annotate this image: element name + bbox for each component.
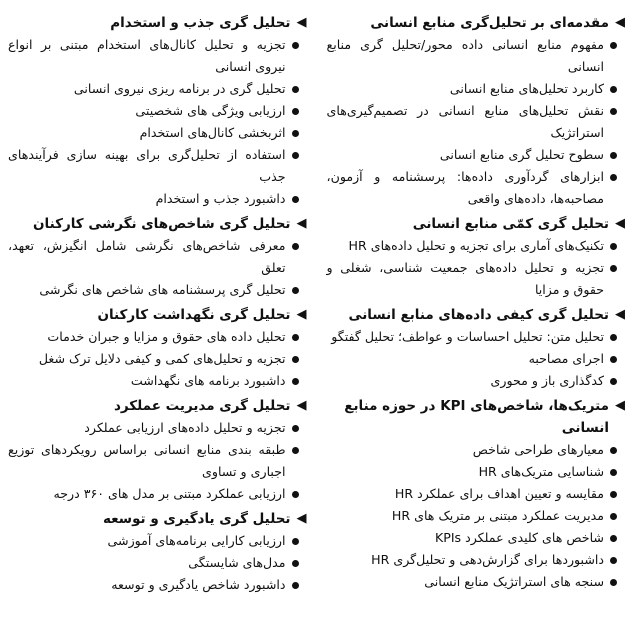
list-item-text: اثربخشی کانال‌های استخدام [139,125,286,140]
list-item [327,505,618,527]
bullet-list [8,235,309,301]
list-item [327,439,618,461]
list-item [8,552,299,574]
list-item [8,530,299,552]
list-item-text: طبقه بندی منابع انسانی براساس رویکردهای توزیع اجباری و تساوی [8,442,286,479]
list-item-text: داشبوردها برای گزارش‌دهی و تحلیل‌گری HR [371,552,604,567]
bullet-dot-icon [292,447,299,454]
list-item-text: داشبورد جذب و استخدام [155,191,286,206]
list-item-text: مدل‌های شایستگی [188,555,286,570]
bullet-dot-icon [610,513,617,520]
list-item [327,461,618,483]
bullet-dot-icon [610,356,617,363]
bullet-dot-icon [292,108,299,115]
bullet-dot-icon [292,86,299,93]
list-item-text: تحلیل گری پرسشنامه های شاخص های نگرشی [39,282,286,297]
bullet-dot-icon [292,582,299,589]
section-heading [327,395,628,439]
list-item-text: تجزیه و تحلیل کانال‌های استخدام مبتنی بر انواع نیروی انسانی [8,37,286,74]
bullet-dot-icon [292,243,299,250]
bullet-dot-icon [610,334,617,341]
bullet-dot-icon [292,130,299,137]
section-title: تحلیل گری شاخص‌های نگرشی کارکنان [33,216,291,232]
bullet-dot-icon [292,538,299,545]
triangle-left-arrow-icon: ◀ [296,398,307,413]
list-item-text: معیارهای طراحی شاخص [472,442,604,457]
list-item-text: استفاده از تحلیل‌گری برای بهینه سازی فرآیندهای جذب [8,147,286,184]
list-item [8,417,299,439]
triangle-left-arrow-icon: ◀ [615,307,625,322]
list-item-text: ارزیابی ویژگی های شخصیتی [135,103,286,118]
triangle-left-arrow-icon: ◀ [615,216,625,231]
section-title: تحلیل گری جذب و استخدام [110,15,291,31]
section-title: تحلیل گری یادگیری و توسعه [103,511,291,527]
bullet-dot-icon [292,42,299,49]
list-item [8,100,299,122]
section-title: تحلیل گری کمّی منابع انسانی [412,216,609,232]
list-item [327,100,618,144]
list-item [327,348,618,370]
bullet-list [8,417,309,505]
bullet-list [327,34,628,210]
section-heading [8,304,309,326]
section-title: متریک‌ها، شاخص‌های KPI در حوزه منابع انسانی [344,398,609,436]
section [8,304,309,392]
section-title: مقدمه‌ای بر تحلیل‌گری منابع انسانی [370,15,609,31]
list-item-text: کاربرد تحلیل‌های منابع انسانی [449,81,604,96]
list-item-text: کدگذاری باز و محوری [490,373,604,388]
section-heading [8,12,309,34]
section [8,508,309,596]
list-item-text: تحلیل متن: تحلیل احساسات و عواطف؛ تحلیل گفتگو [331,329,604,344]
list-item [8,439,299,483]
bullet-dot-icon [610,469,617,476]
list-item [327,549,618,571]
list-item-text: معرفی شاخص‌های نگرشی شامل انگیزش، تعهد، تعلق [8,238,286,275]
list-item-text: تحلیل گری در برنامه ریزی نیروی انسانی [73,81,286,96]
bullet-dot-icon [292,287,299,294]
list-item [327,257,618,301]
bullet-dot-icon [292,378,299,385]
list-item [327,235,618,257]
bullet-dot-icon [610,42,617,49]
list-item [8,348,299,370]
section [8,213,309,301]
list-item [8,326,299,348]
section [327,213,628,301]
list-item [8,279,299,301]
bullet-dot-icon [610,535,617,542]
list-item [327,144,618,166]
bullet-list [327,439,628,593]
section-heading [327,304,628,326]
bullet-list [327,326,628,392]
list-item [8,144,299,188]
triangle-left-arrow-icon: ◀ [615,15,625,30]
bullet-dot-icon [610,557,617,564]
section-heading [327,12,628,34]
bullet-dot-icon [292,334,299,341]
list-item [8,122,299,144]
bullet-dot-icon [610,174,617,181]
list-item-text: مدیریت عملکرد مبتنی بر متریک های HR [391,508,604,523]
list-item-text: نقش تحلیل‌های منابع انسانی در تصمیم‌گیری‌های استراتژیک [326,103,604,140]
bullet-dot-icon [292,560,299,567]
bullet-dot-icon [610,447,617,454]
triangle-left-arrow-icon: ◀ [296,307,307,322]
list-item [327,166,618,210]
list-item [327,34,618,78]
list-item-text: شاخص های کلیدی عملکرد KPIs [434,530,604,545]
left-column [8,12,309,635]
bullet-dot-icon [610,378,617,385]
list-item [8,574,299,596]
list-item-text: سنجه های استراتژیک منابع انسانی [424,574,604,589]
bullet-dot-icon [292,425,299,432]
list-item-text: تحلیل داده های حقوق و مزایا و جبران خدمات [47,329,286,344]
list-item-text: اجرای مصاحبه [528,351,604,366]
list-item [327,483,618,505]
section-title: تحلیل گری مدیریت عملکرد [113,398,291,414]
section [327,304,628,392]
list-item-text: ابزارهای گردآوری داده‌ها: پرسشنامه و آزمون، مصاحبه‌ها، داده‌های واقعی [326,169,604,206]
section-heading [327,213,628,235]
bullet-list [327,235,628,301]
section [8,395,309,505]
list-item-text: ارزیابی عملکرد مبتنی بر مدل های ۳۶۰ درجه [53,486,286,501]
bullet-dot-icon [292,356,299,363]
list-item [8,370,299,392]
list-item [327,370,618,392]
list-item-text: شناسایی متریک‌های HR [478,464,604,479]
list-item [8,483,299,505]
bullet-dot-icon [610,108,617,115]
section-heading [8,395,309,417]
list-item-text: سطوح تحلیل گری منابع انسانی [439,147,604,162]
section [327,12,628,210]
bullet-dot-icon [610,579,617,586]
list-item-text: مفهوم منابع انسانی داده محور/تحلیل گری منابع انسانی [326,37,604,74]
bullet-dot-icon [610,243,617,250]
bullet-dot-icon [610,86,617,93]
section-title: تحلیل گری کیفی داده‌های منابع انسانی [348,307,609,323]
bullet-list [8,326,309,392]
list-item [327,527,618,549]
section-title: تحلیل گری نگهداشت کارکنان [97,307,291,323]
bullet-list [8,530,309,596]
bullet-dot-icon [292,152,299,159]
triangle-left-arrow-icon: ◀ [296,15,307,30]
list-item-text: مقایسه و تعیین اهداف برای عملکرد HR [394,486,604,501]
section-heading [8,508,309,530]
list-item [8,78,299,100]
list-item-text: ارزیابی کارایی برنامه‌های آموزشی [107,533,286,548]
triangle-left-arrow-icon: ◀ [615,398,625,413]
list-item [8,188,299,210]
triangle-left-arrow-icon: ◀ [296,511,307,526]
right-column [327,12,628,635]
bullet-dot-icon [610,152,617,159]
list-item [8,34,299,78]
list-item-text: داشبورد برنامه های نگهداشت [130,373,286,388]
triangle-left-arrow-icon: ◀ [296,216,307,231]
bullet-list [8,34,309,210]
list-item-text: تجزیه و تحلیل داده‌های جمعیت شناسی، شغلی و حقوق و مزایا [326,260,604,297]
section [327,395,628,593]
section-heading [8,213,309,235]
bullet-dot-icon [292,196,299,203]
bullet-dot-icon [292,491,299,498]
list-item [327,326,618,348]
list-item [8,235,299,279]
section [8,12,309,210]
list-item [327,78,618,100]
list-item [327,571,618,593]
bullet-dot-icon [610,491,617,498]
list-item-text: تجزیه و تحلیل داده‌های ارزیابی عملکرد [84,420,286,435]
list-item-text: داشبورد شاخص یادگیری و توسعه [111,577,286,592]
list-item-text: تجزیه و تحلیل‌های کمی و کیفی دلایل ترک شغل [38,351,286,366]
list-item-text: تکنیک‌های آماری برای تجزیه و تحلیل داده‌های HR [348,238,604,253]
bullet-dot-icon [610,265,617,272]
